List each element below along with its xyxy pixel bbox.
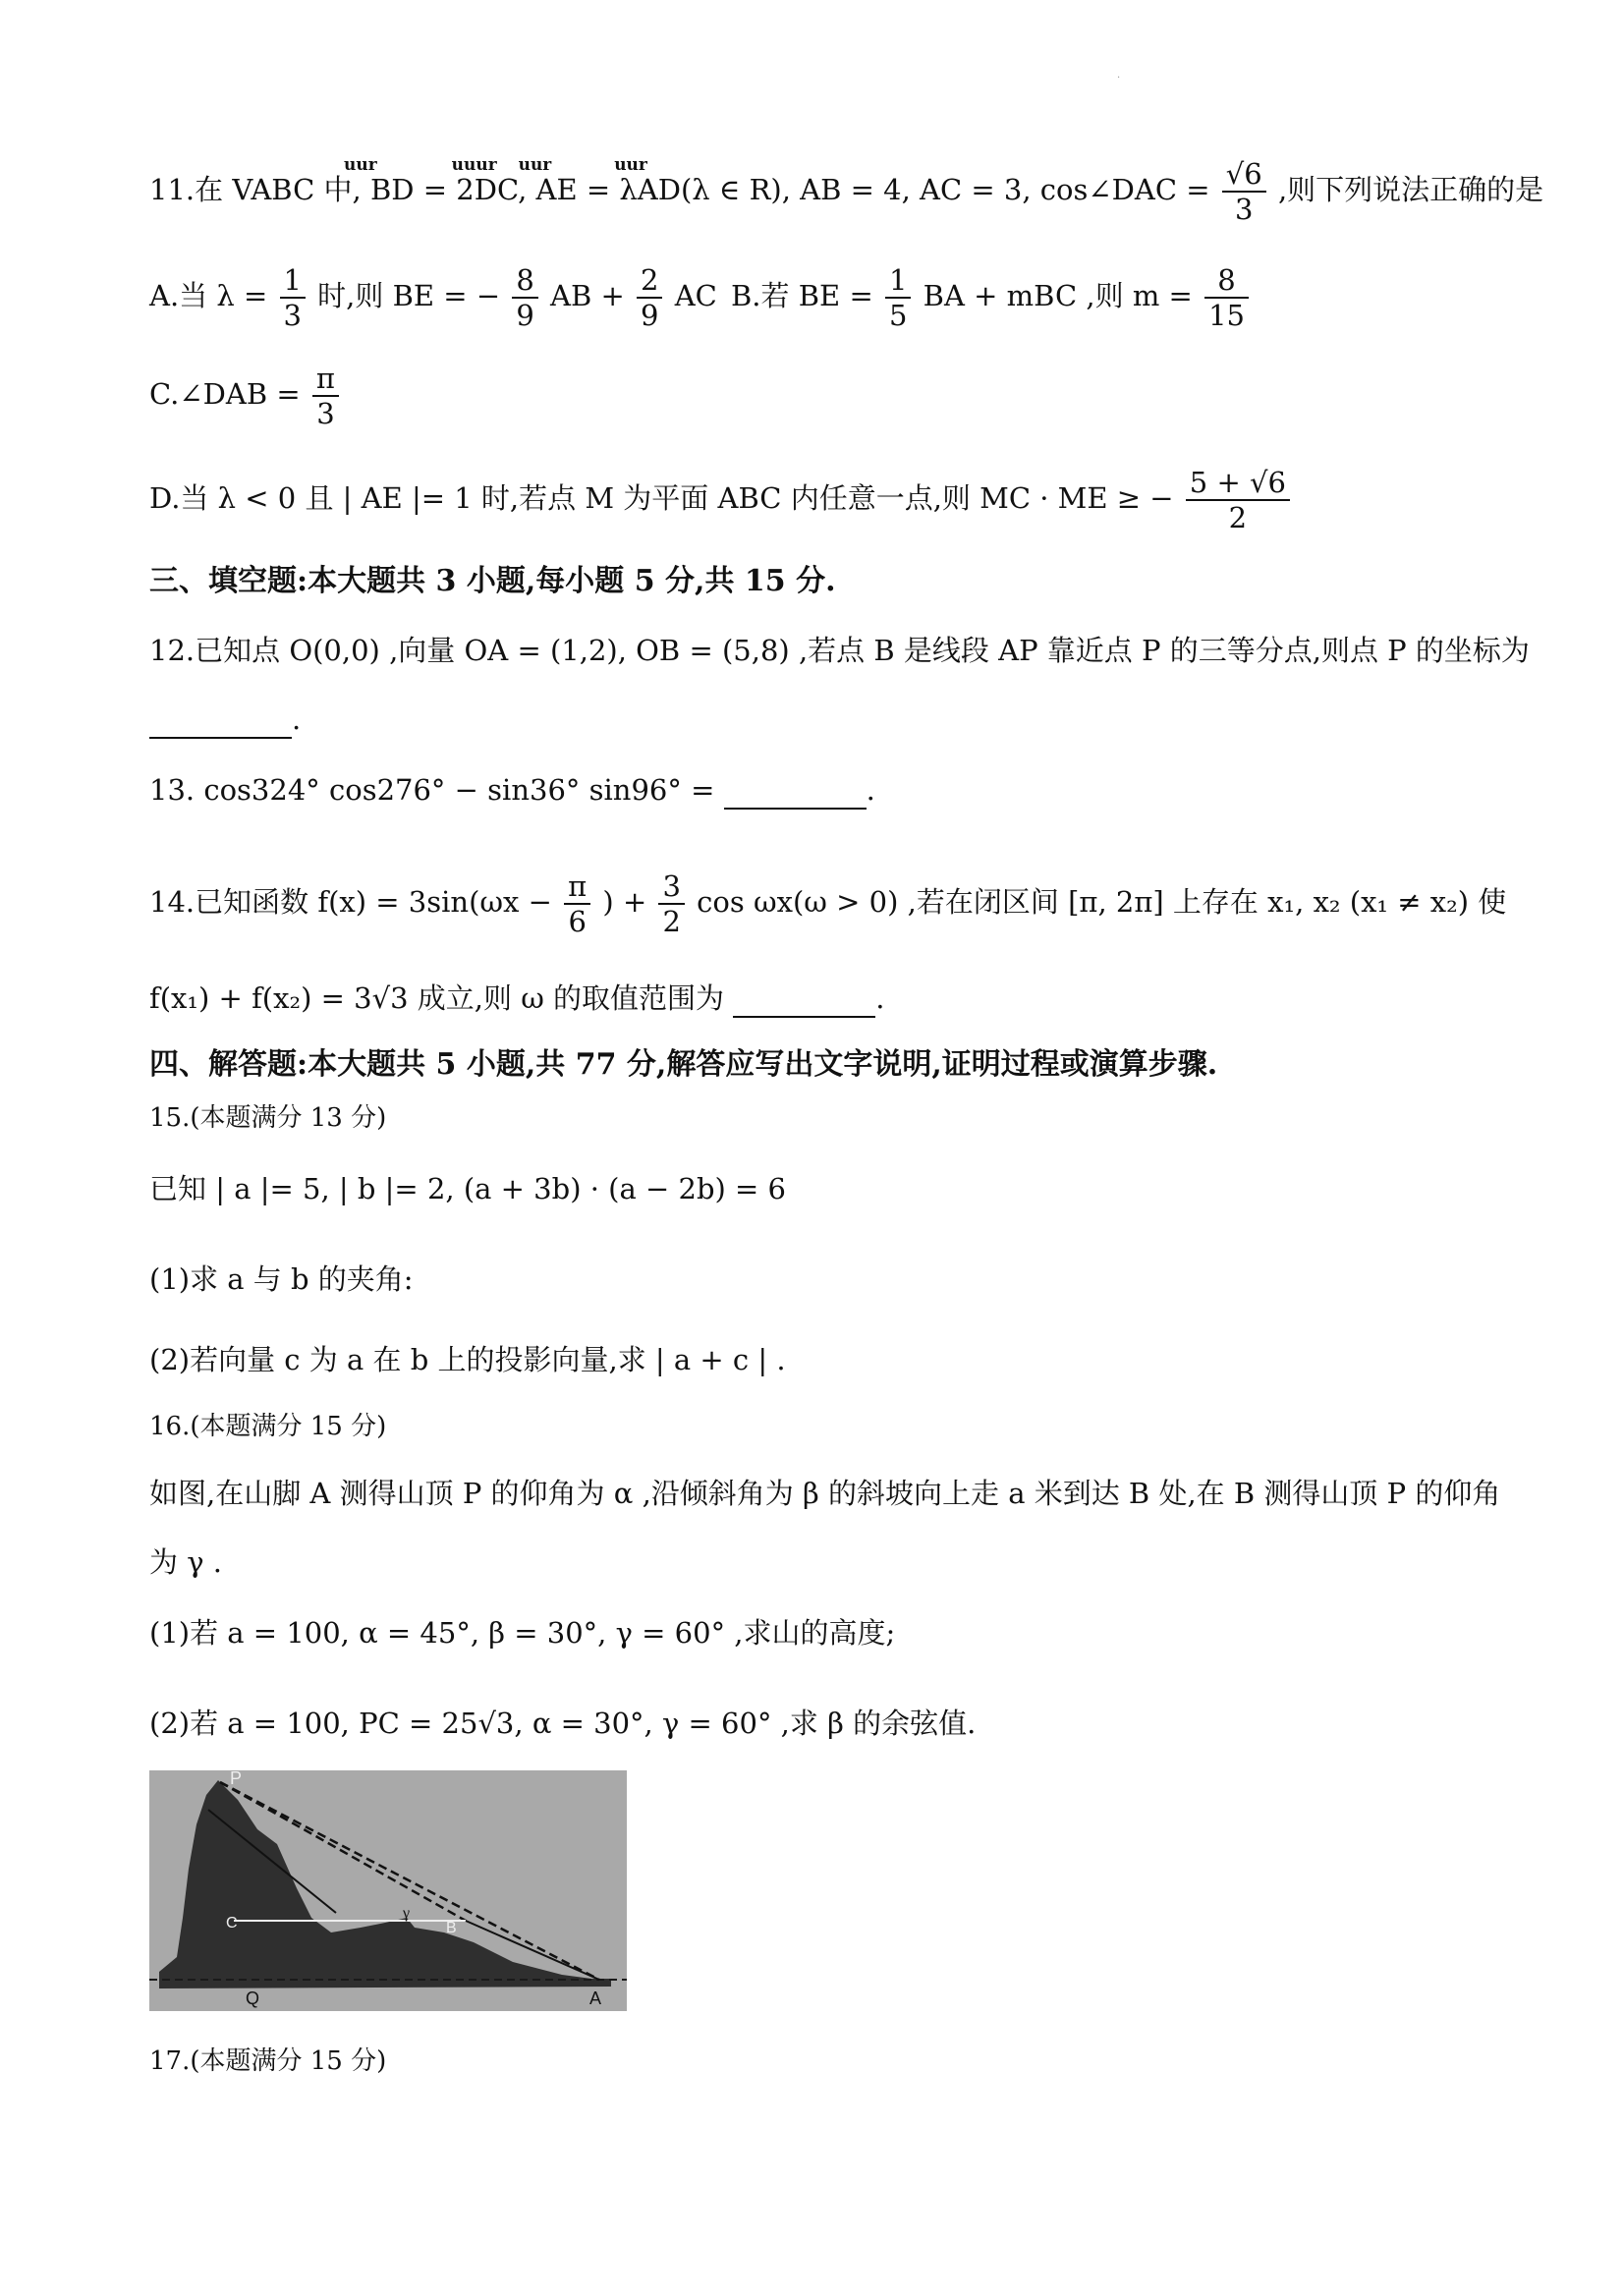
optA-c2-frac xyxy=(637,263,662,332)
q12-text: 12.已知点 O(0,0) ,向量 OA = (1,2), OB = (5,8) ,若点 B 是线段 AP 靠近点 P 的三等分点,则点 P 的坐标为 xyxy=(149,634,1530,667)
q15-part1: (1)求 a 与 b 的夹角: xyxy=(149,1262,414,1296)
optC-den: 3 xyxy=(316,397,335,430)
q15-given: 已知 | a |= 5, | b |= 2, (a + 3b) · (a − 2b) = 6 xyxy=(149,1172,787,1205)
label-c: C xyxy=(226,1915,238,1932)
q11-option-d xyxy=(149,466,1293,534)
optD-frac xyxy=(1186,466,1290,534)
q13-text: 13. cos324° cos276° − sin36° sin96° = xyxy=(149,773,715,807)
q12-answer-line xyxy=(149,700,301,739)
optB-c-frac xyxy=(885,263,911,332)
mountain-figure xyxy=(149,1770,627,2011)
q11-cos-fraction xyxy=(1222,157,1266,226)
q14-pi-frac xyxy=(564,869,590,938)
vec-mark-ae: uur xyxy=(518,155,552,175)
q17-head: 17.(本题满分 15 分) xyxy=(149,2046,387,2076)
optA-c1-den: 9 xyxy=(516,299,534,332)
section-4-heading: 四、解答题:本大题共 5 小题,共 77 分,解答应写出文字说明,证明过程或演算步骤. xyxy=(149,1047,1218,1082)
q14-part1: 14.已知函数 f(x) = 3sin(ωx − xyxy=(149,885,552,919)
label-b: B xyxy=(446,1920,457,1936)
optB-mid: BA + mBC ,则 m = xyxy=(923,279,1193,312)
q11-option-a xyxy=(149,263,717,332)
optA-ab: AB + xyxy=(550,279,625,312)
q11-math: VABC 中, BD = 2DC, AE = λAD(λ ∈ R), AB = 4, AC = 3, cos∠DAC = xyxy=(232,173,1219,206)
q14-line1 xyxy=(149,869,1506,938)
q15-head: 15.(本题满分 13 分) xyxy=(149,1103,387,1133)
q14-part3: cos ωx(ω > 0) ,若在闭区间 [π, 2π] 上存在 x₁, x₂ (x₁ ≠ x₂) 使 xyxy=(697,885,1507,919)
optD-den: 2 xyxy=(1228,501,1248,534)
q11-suffix: ,则下列说法正确的是 xyxy=(1277,173,1544,206)
optA-lambda-den: 3 xyxy=(283,299,302,332)
optA-c2-den: 9 xyxy=(641,299,659,332)
scan-speck: · xyxy=(1117,73,1121,84)
q14-c-den: 2 xyxy=(662,905,681,938)
q11-option-b xyxy=(731,263,1252,332)
optC-num: π xyxy=(312,362,339,397)
optB-prefix: B.若 BE = xyxy=(731,279,873,312)
optB-m-frac xyxy=(1204,263,1249,332)
optA-c2-num: 2 xyxy=(637,263,662,299)
q14-c-num: 3 xyxy=(658,869,684,905)
mountain-diagram xyxy=(149,1770,627,2011)
q14-pi-den: 6 xyxy=(568,905,587,938)
q14-c-frac xyxy=(658,869,684,938)
vec-mark-bd: uur xyxy=(344,155,377,175)
section-3-heading: 三、填空题:本大题共 3 小题,每小题 5 分,共 15 分. xyxy=(149,564,836,598)
optA-prefix: A.当 λ = xyxy=(149,279,268,312)
optA-c1-num: 8 xyxy=(512,263,537,299)
optC-frac xyxy=(312,362,339,430)
optD-num: 5 + √6 xyxy=(1186,466,1290,501)
label-p: P xyxy=(230,1770,243,1788)
optA-ac: AC xyxy=(674,279,717,312)
q14-part2: ) + xyxy=(602,885,647,919)
label-q: Q xyxy=(246,1988,260,2008)
q13-blank xyxy=(724,778,867,810)
vec-mark-dc: uuur xyxy=(451,155,497,175)
q11-vec-marks xyxy=(344,145,647,185)
optA-c1-frac xyxy=(512,263,537,332)
optB-c-den: 5 xyxy=(888,299,908,332)
q11-cos-num: √6 xyxy=(1222,157,1266,193)
optA-lambda-frac xyxy=(280,263,306,332)
optB-m-den: 15 xyxy=(1208,299,1245,332)
vec-mark-ad: uur xyxy=(614,155,647,175)
q15-part2: (2)若向量 c 为 a 在 b 上的投影向量,求 | a + c | . xyxy=(149,1343,786,1376)
q12-blank xyxy=(149,707,292,739)
q16-head: 16.(本题满分 15 分) xyxy=(149,1412,387,1441)
q16-part2: (2)若 a = 100, PC = 25√3, α = 30°, γ = 60° ,求 β 的余弦值. xyxy=(149,1707,977,1740)
q14-line2 xyxy=(149,979,885,1018)
q13-tail: . xyxy=(866,773,875,807)
q11-option-c xyxy=(149,362,342,430)
q14-tail: . xyxy=(875,981,885,1015)
q14-blank xyxy=(733,986,875,1018)
q12-tail: . xyxy=(292,702,302,736)
q16-part1: (1)若 a = 100, α = 45°, β = 30°, γ = 60° ,求山的高度; xyxy=(149,1616,896,1650)
optB-m-num: 8 xyxy=(1204,263,1249,299)
q16-body1: 如图,在山脚 A 测得山顶 P 的仰角为 α ,沿倾斜角为 β 的斜坡向上走 a 米到达 B 处,在 B 测得山顶 P 的仰角 xyxy=(149,1477,1501,1510)
optA-lambda-num: 1 xyxy=(280,263,306,299)
q16-body2: 为 γ . xyxy=(149,1545,222,1579)
optB-c-num: 1 xyxy=(885,263,911,299)
q14-line2-text: f(x₁) + f(x₂) = 3√3 成立,则 ω 的取值范围为 xyxy=(149,981,725,1015)
optD-text: D.当 λ < 0 且 | AE |= 1 时,若点 M 为平面 ABC 内任意一点,则 MC · ME ≥ − xyxy=(149,481,1174,515)
label-a: A xyxy=(589,1988,602,2008)
q11-prefix: 11.在 xyxy=(149,173,224,206)
label-gamma: γ xyxy=(403,1905,411,1922)
q13-line xyxy=(149,770,875,810)
optA-mid: 时,则 BE = − xyxy=(317,279,501,312)
optC-prefix: C.∠DAB = xyxy=(149,377,301,411)
q14-pi-num: π xyxy=(564,869,590,905)
q11-cos-den: 3 xyxy=(1235,193,1254,226)
